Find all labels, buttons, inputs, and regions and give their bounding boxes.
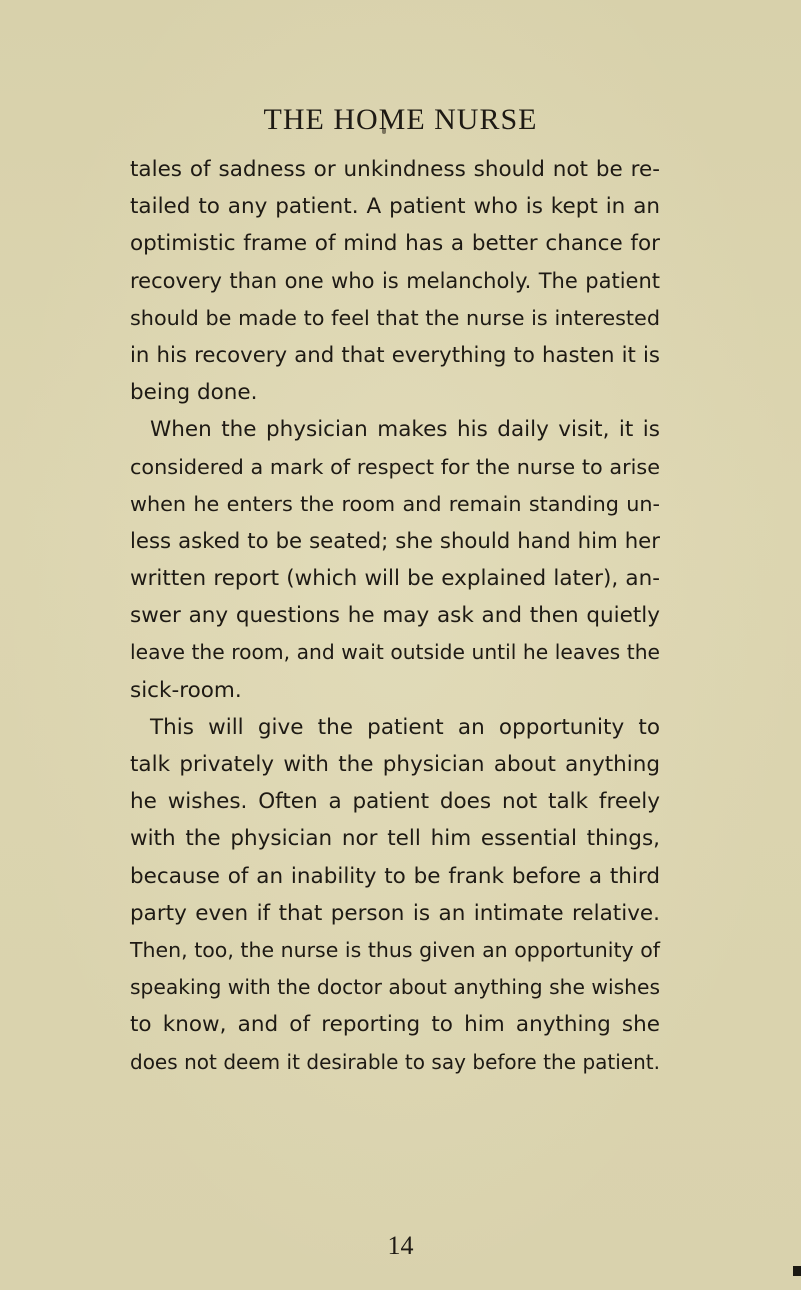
text-line: considered a mark of respect for the nurse to arise bbox=[130, 454, 660, 479]
edge-mark bbox=[793, 1266, 801, 1276]
page-number: 14 bbox=[387, 1231, 414, 1260]
text-line: leave the room, and wait outside until he leaves the bbox=[130, 640, 660, 665]
text-line: swer any questions he may ask and then quietly bbox=[130, 603, 660, 629]
text-line: in his recovery and that everything to hasten it is bbox=[130, 342, 660, 368]
text-line: with the physician nor tell him essential things, bbox=[130, 826, 660, 852]
text-line: to know, and of reporting to him anything she bbox=[130, 1012, 660, 1038]
text-line: less asked to be seated; she should hand him her bbox=[130, 528, 660, 554]
running-head: THE HOME NURSE bbox=[263, 103, 538, 136]
body-text bbox=[130, 151, 660, 1081]
text-line: Then, too, the nurse is thus given an opportunity of bbox=[130, 937, 660, 962]
text-line: party even if that person is an intimate relative. bbox=[130, 900, 660, 926]
text-line: when he enters the room and remain standing un- bbox=[130, 491, 660, 516]
text-line: written report (which will be explained later), an- bbox=[130, 566, 660, 592]
text-line: does not deem it desirable to say before the patient. bbox=[130, 1049, 660, 1074]
text-line: tailed to any patient. A patient who is kept in an bbox=[130, 194, 660, 220]
text-line: he wishes. Often a patient does not talk freely bbox=[130, 789, 660, 815]
text-line: When the physician makes his daily visit, it is bbox=[150, 417, 660, 443]
text-line: This will give the patient an opportunity to bbox=[150, 714, 660, 740]
text-line: tales of sadness or unkindness should not be re- bbox=[130, 157, 660, 182]
text-line: because of an inability to be frank before a third bbox=[130, 863, 660, 889]
text-line: being done. bbox=[130, 380, 258, 406]
text-line: sick-room. bbox=[130, 677, 242, 703]
text-line: optimistic frame of mind has a better chance for bbox=[130, 231, 660, 257]
text-line: should be made to feel that the nurse is interested bbox=[130, 305, 660, 330]
text-line: talk privately with the physician about anything bbox=[130, 752, 660, 777]
text-line: recovery than one who is melancholy. The patient bbox=[130, 268, 660, 293]
text-line: speaking with the doctor about anything she wishes bbox=[130, 975, 660, 1000]
